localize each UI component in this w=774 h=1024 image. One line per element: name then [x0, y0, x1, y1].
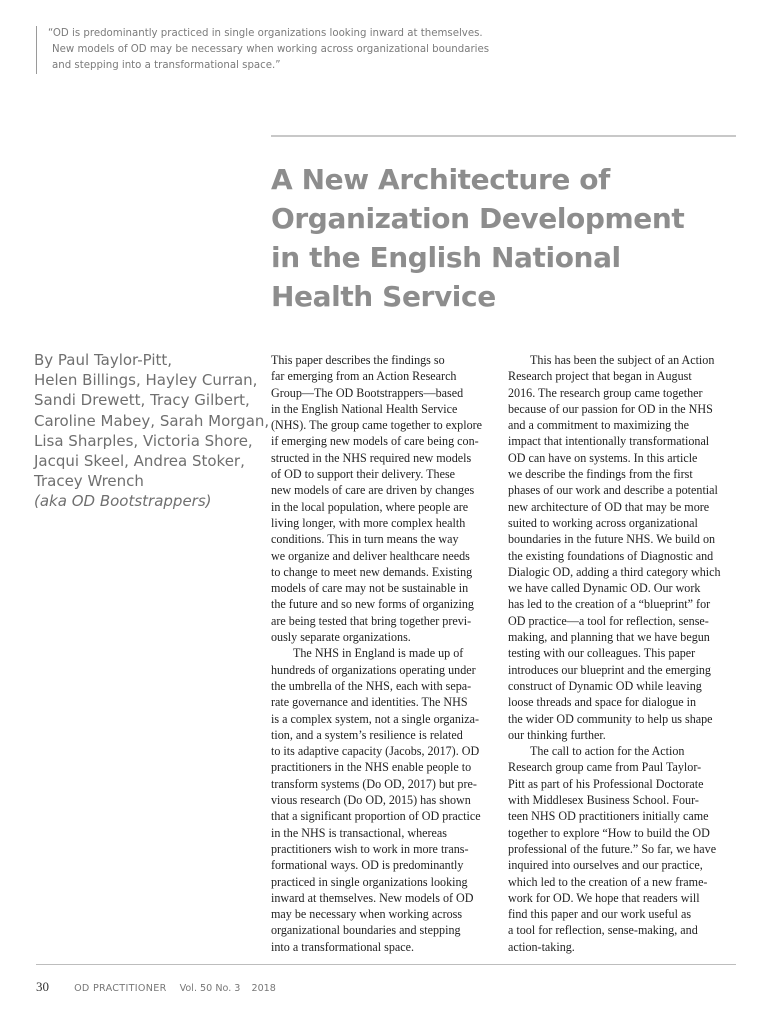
- body-text-line: introduces our blueprint and the emerging: [508, 662, 711, 677]
- title-line: Health Service: [271, 280, 496, 313]
- body-text-line: action-taking.: [508, 939, 575, 954]
- author-line: Tracey Wrench: [34, 472, 144, 491]
- body-text-line: work for OD. We hope that readers will: [508, 890, 700, 905]
- body-text-line: a tool for reflection, sense-making, and: [508, 923, 698, 938]
- body-text-line: rate governance and identities. The NHS: [271, 695, 468, 710]
- body-text-line: organizational boundaries and stepping: [271, 923, 461, 938]
- journal-year: 2018: [251, 983, 276, 994]
- body-text-line: OD can have on systems. In this article: [508, 450, 698, 465]
- body-text-line: to change to meet new demands. Existing: [271, 564, 473, 579]
- pull-quote-line: and stepping into a transformational space.”: [52, 60, 281, 71]
- body-text-line: loose threads and space for dialogue in: [508, 695, 697, 710]
- body-text-line: formational ways. OD is predominantly: [271, 858, 464, 873]
- author-line: By Paul Taylor-Pitt,: [34, 351, 173, 369]
- title-line: A New Architecture of: [271, 163, 610, 196]
- page-footer: [36, 979, 276, 995]
- body-text-line: far emerging from an Action Research: [271, 369, 457, 384]
- body-text-line: Pitt as part of his Professional Doctorate: [508, 776, 704, 791]
- body-text-line: we describe the findings from the first: [508, 467, 693, 482]
- body-text-line: The call to action for the Action: [530, 744, 685, 759]
- body-text-line: which led to the creation of a new frame-: [508, 874, 708, 889]
- body-text-line: conditions. This in turn means the way: [271, 532, 459, 547]
- body-text-line: and a commitment to maximizing the: [508, 418, 690, 433]
- title-line: Organization Development: [271, 202, 685, 235]
- body-text-line: ously separate organizations.: [271, 630, 411, 645]
- body-text-line: of OD to support their delivery. These: [271, 467, 456, 482]
- body-column-right: [508, 352, 740, 955]
- body-text-line: impact that intentionally transformational: [508, 434, 710, 449]
- body-text-line: new models of care are driven by changes: [271, 483, 475, 498]
- pull-quote-line: “OD is predominantly practiced in single organizations looking inward at themselves.: [48, 28, 483, 39]
- body-text-line: the existing foundations of Diagnostic and: [508, 548, 714, 563]
- body-text-line: OD practice—a tool for reflection, sense-: [508, 613, 709, 628]
- body-column-left: [271, 352, 503, 955]
- author-line: Sandi Drewett, Tracy Gilbert,: [34, 391, 250, 410]
- body-text-line: into a transformational space.: [271, 939, 415, 954]
- body-text-line: to its adaptive capacity (Jacobs, 2017). OD: [271, 744, 480, 759]
- author-byline: [34, 350, 270, 512]
- body-text-line: in the local population, where people are: [271, 499, 469, 514]
- pull-quote: [36, 26, 488, 74]
- body-text-line: vious research (Do OD, 2015) has shown: [271, 793, 471, 808]
- body-text-line: practiced in single organizations looking: [271, 874, 468, 889]
- body-text-line: The NHS in England is made up of: [293, 646, 464, 661]
- body-text-line: is a complex system, not a single organiza-: [271, 711, 480, 726]
- body-text-line: if emerging new models of care being con-: [271, 434, 479, 449]
- body-text-line: practitioners wish to work in more trans-: [271, 841, 469, 856]
- author-line: Caroline Mabey, Sarah Morgan,: [34, 411, 270, 430]
- author-line: Jacqui Skeel, Andrea Stoker,: [34, 452, 245, 471]
- body-text-line: in the English National Health Service: [271, 401, 458, 416]
- body-text-line: structed in the NHS required new models: [271, 450, 472, 465]
- body-text-line: the wider OD community to help us shape: [508, 711, 713, 726]
- body-text-line: find this paper and our work useful as: [508, 907, 692, 922]
- body-text-line: teen NHS OD practitioners initially came: [508, 809, 709, 824]
- article-title: [271, 160, 741, 316]
- body-text-line: together to explore “How to build the OD: [508, 825, 710, 840]
- body-text-line: that a significant proportion of OD practice: [271, 809, 481, 824]
- body-text-line: new architecture of OD that may be more: [508, 499, 710, 514]
- body-text-line: Research group came from Paul Taylor-: [508, 760, 702, 775]
- page-number: 30: [36, 979, 49, 994]
- body-text-line: This paper describes the findings so: [271, 353, 445, 367]
- body-text-line: with Middlesex Business School. Four-: [508, 793, 699, 808]
- title-divider: [271, 135, 736, 137]
- author-alias: (aka OD Bootstrappers): [34, 492, 212, 511]
- journal-issue: Vol. 50 No. 3: [179, 983, 241, 994]
- body-text-line: are being tested that bring together previ-: [271, 613, 472, 628]
- body-text-line: the umbrella of the NHS, each with sepa-: [271, 678, 472, 693]
- body-text-line: inquired into ourselves and our practice,: [508, 858, 703, 873]
- body-text-line: living longer, with more complex health: [271, 515, 466, 530]
- body-text-line: This has been the subject of an Action: [530, 353, 715, 367]
- body-text-line: testing with our colleagues. This paper: [508, 646, 696, 661]
- body-text-line: has led to the creation of a “blueprint” for: [508, 597, 711, 612]
- body-text-line: we organize and deliver healthcare needs: [271, 548, 470, 563]
- body-text-line: (NHS). The group came together to explore: [271, 418, 483, 433]
- body-text-line: Dialogic OD, adding a third category which: [508, 564, 721, 579]
- footer-divider: [36, 964, 736, 965]
- body-text-line: transform systems (Do OD, 2017) but pre-: [271, 776, 477, 791]
- body-text-line: phases of our work and describe a potential: [508, 483, 718, 498]
- body-text-line: models of care may not be sustainable in: [271, 581, 469, 596]
- author-line: Lisa Sharples, Victoria Shore,: [34, 431, 253, 450]
- body-text-line: hundreds of organizations operating under: [271, 662, 476, 677]
- body-text-line: tion, and a system’s resilience is related: [271, 727, 463, 742]
- pull-quote-line: New models of OD may be necessary when working across organizational boundaries: [52, 44, 490, 55]
- body-text-line: may be necessary when working across: [271, 907, 463, 922]
- body-text-line: construct of Dynamic OD while leaving: [508, 678, 702, 693]
- body-text-line: Research project that began in August: [508, 369, 692, 384]
- body-text-line: making, and planning that we have begun: [508, 630, 710, 645]
- body-text-line: 2016. The research group came together: [508, 385, 703, 400]
- body-text-line: our thinking further.: [508, 727, 606, 742]
- title-line: in the English National: [271, 241, 621, 274]
- body-text-line: suited to working across organizational: [508, 515, 698, 530]
- body-text-line: Group—The OD Bootstrappers—based: [271, 385, 464, 400]
- body-text-line: the future and so new forms of organizing: [271, 597, 474, 612]
- journal-name: OD PRACTITIONER: [74, 983, 167, 994]
- body-text-line: boundaries in the future NHS. We build on: [508, 532, 716, 547]
- author-line: Helen Billings, Hayley Curran,: [34, 371, 258, 390]
- body-text-line: in the NHS is transactional, whereas: [271, 825, 447, 840]
- body-text-line: professional of the future.” So far, we have: [508, 841, 717, 856]
- body-text-line: practitioners in the NHS enable people to: [271, 760, 472, 775]
- body-text-line: because of our passion for OD in the NHS: [508, 401, 713, 416]
- body-text-line: we have called Dynamic OD. Our work: [508, 581, 701, 596]
- body-text-line: inward at themselves. New models of OD: [271, 890, 474, 905]
